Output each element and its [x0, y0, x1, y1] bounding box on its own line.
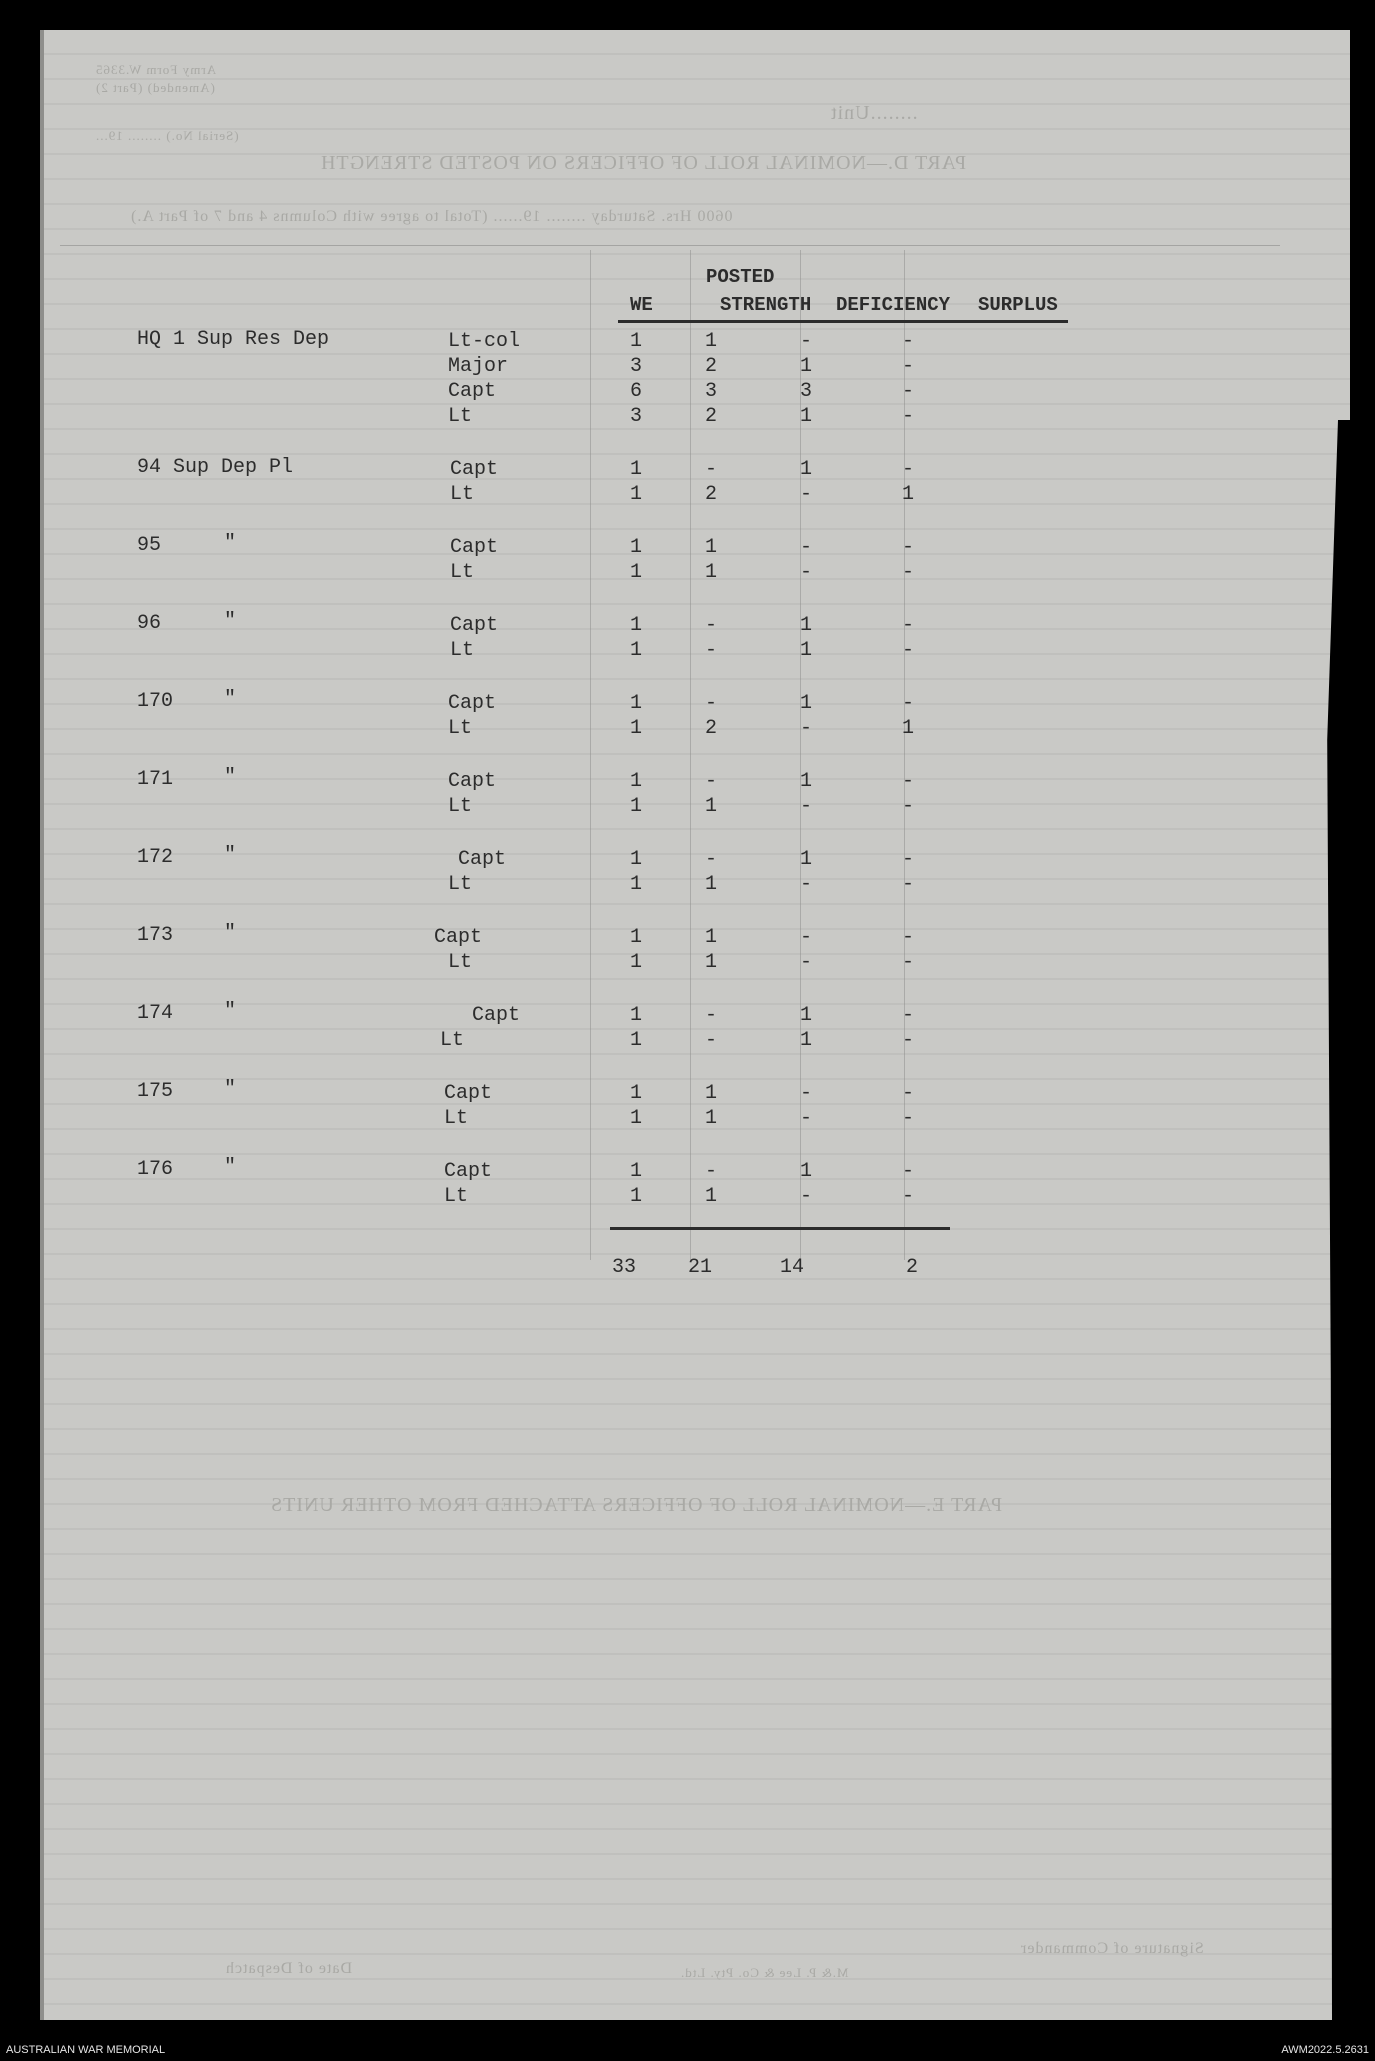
- cell-posted: 2: [705, 717, 718, 740]
- cell-surplus: -: [902, 405, 915, 428]
- cell-surplus: -: [902, 330, 915, 353]
- cell-posted: -: [705, 458, 718, 481]
- cell-surplus: -: [902, 770, 915, 793]
- cell-we: 1: [630, 1185, 643, 1208]
- cell-posted: -: [705, 639, 718, 662]
- cell-surplus: -: [902, 692, 915, 715]
- cell-we: 1: [630, 1004, 643, 1027]
- page-edge: [40, 30, 44, 2020]
- cell-rank: Lt: [440, 1029, 465, 1052]
- cell-deficiency: 1: [800, 1004, 813, 1027]
- cell-we: 3: [630, 405, 643, 428]
- cell-unit: 95: [137, 534, 162, 557]
- ghost-unit: ........Unit: [830, 102, 918, 124]
- cell-we: 3: [630, 355, 643, 378]
- header-posted: POSTED: [706, 266, 775, 288]
- cell-deficiency: -: [800, 1107, 813, 1130]
- cell-deficiency: 1: [800, 614, 813, 637]
- cell-rank: Lt: [444, 1185, 469, 1208]
- cell-surplus: -: [902, 795, 915, 818]
- cell-rank: Lt: [448, 873, 473, 896]
- cell-deficiency: 1: [800, 848, 813, 871]
- cell-rank: Lt: [450, 639, 475, 662]
- cell-deficiency: 3: [800, 380, 813, 403]
- ghost-header-rule: [60, 245, 1280, 246]
- cell-we: 1: [630, 717, 643, 740]
- cell-ditto-mark: ": [224, 1078, 237, 1101]
- cell-posted: -: [705, 770, 718, 793]
- cell-rank: Capt: [472, 1004, 521, 1027]
- cell-posted: 1: [705, 926, 718, 949]
- cell-surplus: -: [902, 1107, 915, 1130]
- cell-surplus: -: [902, 614, 915, 637]
- cell-surplus: -: [902, 1029, 915, 1052]
- cell-surplus: -: [902, 561, 915, 584]
- cell-rank: Capt: [458, 848, 507, 871]
- cell-surplus: -: [902, 926, 915, 949]
- cell-rank: Major: [448, 355, 509, 378]
- header-underline: [618, 320, 1068, 323]
- cell-rank: Lt-col: [448, 330, 521, 353]
- footer-institution: AUSTRALIAN WAR MEMORIAL: [6, 2044, 166, 2056]
- cell-deficiency: 1: [800, 458, 813, 481]
- ghost-part-d-title: PART D.—NOMINAL ROLL OF OFFICERS ON POSTED STRENGTH: [320, 152, 967, 174]
- column-header-strength: STRENGTH: [720, 294, 812, 316]
- cell-unit: 96: [137, 612, 162, 635]
- cell-we: 1: [630, 330, 643, 353]
- cell-rank: Capt: [434, 926, 483, 949]
- cell-we: 1: [630, 873, 643, 896]
- cell-ditto-mark: ": [224, 1156, 237, 1179]
- cell-surplus: -: [902, 1004, 915, 1027]
- ghost-form-number: Army Form W.3365: [95, 62, 217, 77]
- cell-surplus: -: [902, 536, 915, 559]
- footer-accession-number: AWM2022.5.2631: [1281, 2044, 1369, 2056]
- cell-ditto-mark: ": [224, 922, 237, 945]
- cell-posted: 2: [705, 405, 718, 428]
- cell-we: 1: [630, 848, 643, 871]
- cell-surplus: -: [902, 951, 915, 974]
- cell-deficiency: -: [800, 561, 813, 584]
- cell-deficiency: 1: [800, 770, 813, 793]
- cell-we: 1: [630, 1107, 643, 1130]
- cell-we: 6: [630, 380, 643, 403]
- cell-posted: -: [705, 848, 718, 871]
- ghost-column-divider: [690, 250, 691, 1260]
- cell-rank: Capt: [448, 692, 497, 715]
- cell-rank: Capt: [444, 1160, 493, 1183]
- cell-unit: 173: [137, 924, 174, 947]
- cell-posted: -: [705, 1160, 718, 1183]
- cell-deficiency: 1: [800, 692, 813, 715]
- cell-we: 1: [630, 926, 643, 949]
- cell-we: 1: [630, 639, 643, 662]
- cell-surplus: 1: [902, 483, 915, 506]
- cell-we: 1: [630, 770, 643, 793]
- ghost-part-d-sub: 0600 Hrs. Saturday ........ 19...... (Total to agree with Columns 4 and 7 of Part A.): [130, 208, 733, 225]
- cell-surplus: -: [902, 1185, 915, 1208]
- cell-surplus: -: [902, 380, 915, 403]
- total-deficiency: 14: [780, 1256, 805, 1279]
- cell-posted: 2: [705, 483, 718, 506]
- ghost-form-sub: (Amended) (Part 2): [95, 80, 215, 95]
- cell-ditto-mark: ": [224, 688, 237, 711]
- cell-ditto-mark: ": [224, 844, 237, 867]
- cell-deficiency: -: [800, 717, 813, 740]
- cell-unit: 170: [137, 690, 174, 713]
- cell-posted: 3: [705, 380, 718, 403]
- cell-rank: Lt: [448, 405, 473, 428]
- cell-deficiency: -: [800, 1082, 813, 1105]
- total-we: 33: [612, 1256, 637, 1279]
- cell-ditto-mark: ": [224, 1000, 237, 1023]
- cell-posted: 1: [705, 873, 718, 896]
- ghost-column-divider: [590, 250, 591, 1260]
- cell-deficiency: -: [800, 330, 813, 353]
- cell-surplus: -: [902, 458, 915, 481]
- cell-rank: Capt: [450, 536, 499, 559]
- cell-we: 1: [630, 561, 643, 584]
- cell-deficiency: 1: [800, 355, 813, 378]
- cell-deficiency: -: [800, 873, 813, 896]
- cell-posted: 1: [705, 330, 718, 353]
- cell-deficiency: -: [800, 1185, 813, 1208]
- cell-posted: -: [705, 614, 718, 637]
- cell-deficiency: 1: [800, 1160, 813, 1183]
- ghost-date: Date of Despatch: [225, 1960, 353, 1977]
- cell-unit: 176: [137, 1158, 174, 1181]
- cell-surplus: -: [902, 1160, 915, 1183]
- cell-deficiency: -: [800, 483, 813, 506]
- cell-posted: 1: [705, 1082, 718, 1105]
- cell-unit: 94 Sup Dep Pl: [137, 456, 294, 479]
- cell-deficiency: 1: [800, 1029, 813, 1052]
- cell-we: 1: [630, 536, 643, 559]
- cell-ditto-mark: ": [224, 766, 237, 789]
- cell-we: 1: [630, 1160, 643, 1183]
- cell-we: 1: [630, 614, 643, 637]
- cell-posted: 1: [705, 536, 718, 559]
- cell-deficiency: -: [800, 536, 813, 559]
- cell-unit: 171: [137, 768, 174, 791]
- cell-we: 1: [630, 458, 643, 481]
- cell-we: 1: [630, 1082, 643, 1105]
- cell-rank: Capt: [444, 1082, 493, 1105]
- cell-rank: Lt: [448, 951, 473, 974]
- cell-rank: Capt: [450, 458, 499, 481]
- cell-we: 1: [630, 483, 643, 506]
- cell-posted: 1: [705, 951, 718, 974]
- cell-deficiency: -: [800, 951, 813, 974]
- ghost-signature: Signature of Commander: [1020, 1940, 1204, 1957]
- total-posted: 21: [688, 1256, 713, 1279]
- cell-we: 1: [630, 951, 643, 974]
- column-header-surplus: SURPLUS: [978, 294, 1058, 316]
- cell-surplus: 1: [902, 717, 915, 740]
- cell-rank: Lt: [448, 795, 473, 818]
- cell-posted: 1: [705, 1107, 718, 1130]
- cell-we: 1: [630, 1029, 643, 1052]
- ghost-printer: M.& P. Lee & Co. Pty. Ltd.: [680, 1965, 849, 1980]
- cell-rank: Lt: [444, 1107, 469, 1130]
- cell-we: 1: [630, 692, 643, 715]
- cell-surplus: -: [902, 873, 915, 896]
- column-header-we: WE: [630, 294, 653, 316]
- totals-rule: [610, 1227, 950, 1230]
- ghost-part-e-title: PART E.—NOMINAL ROLL OF OFFICERS ATTACHED FROM OTHER UNITS: [270, 1494, 1003, 1516]
- cell-posted: 1: [705, 795, 718, 818]
- cell-posted: -: [705, 1004, 718, 1027]
- cell-deficiency: 1: [800, 405, 813, 428]
- cell-surplus: -: [902, 848, 915, 871]
- cell-deficiency: -: [800, 926, 813, 949]
- column-header-deficiency: DEFICIENCY: [836, 294, 951, 316]
- cell-unit: 175: [137, 1080, 174, 1103]
- cell-posted: -: [705, 692, 718, 715]
- cell-rank: Capt: [448, 380, 497, 403]
- cell-posted: 2: [705, 355, 718, 378]
- cell-posted: -: [705, 1029, 718, 1052]
- cell-unit: 174: [137, 1002, 174, 1025]
- cell-deficiency: 1: [800, 639, 813, 662]
- cell-surplus: -: [902, 355, 915, 378]
- cell-unit: 172: [137, 846, 174, 869]
- cell-posted: 1: [705, 561, 718, 584]
- cell-we: 1: [630, 795, 643, 818]
- cell-rank: Lt: [448, 717, 473, 740]
- ghost-serial: (Serial No.) ........ 19...: [95, 128, 239, 143]
- cell-rank: Lt: [450, 483, 475, 506]
- cell-rank: Lt: [450, 561, 475, 584]
- cell-rank: Capt: [450, 614, 499, 637]
- cell-surplus: -: [902, 639, 915, 662]
- cell-rank: Capt: [448, 770, 497, 793]
- cell-ditto-mark: ": [224, 532, 237, 555]
- cell-ditto-mark: ": [224, 610, 237, 633]
- cell-deficiency: -: [800, 795, 813, 818]
- cell-surplus: -: [902, 1082, 915, 1105]
- cell-posted: 1: [705, 1185, 718, 1208]
- cell-unit: HQ 1 Sup Res Dep: [137, 328, 330, 351]
- total-surplus: 2: [906, 1256, 919, 1279]
